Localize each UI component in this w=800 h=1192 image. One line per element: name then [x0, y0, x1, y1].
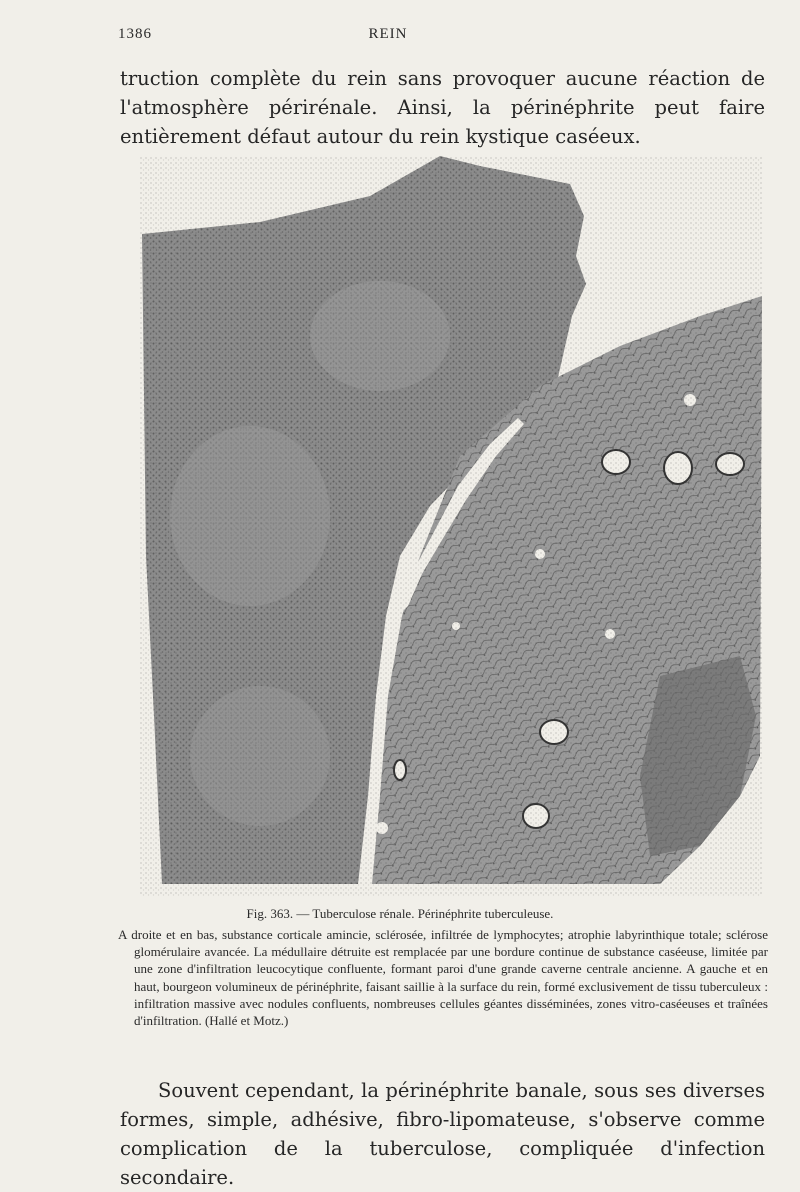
page-number: 1386 [118, 26, 152, 42]
figure-caption-title: Fig. 363. — Tuberculose rénale. Périnéphrite tuberculeuse. [246, 906, 554, 921]
figure-caption-text: A droite et en bas, substance corticale amincie, sclérosée, infiltrée de lymphocytes; atrophie labyrinthique totale; sclérose glomérulaire avancée. La médullaire détruite est remplacée par une bordure continue de substance caséeuse, limitée par une zone d'infiltration leucocytique confluente, formant paroi d'une grande caverne centrale ancienne. A gauche et en haut, bourgeon volumineux de périnéphrite, faisant saillie à la surface du rein, formé exclusivement de tissu tuberculeux : infiltration massive avec nodules confluents, nombreuses cellules géantes disséminées, zones vitro-caséeuses et traînées d'infiltration. (Hallé et Motz.) [118, 927, 768, 1029]
outro-paragraph: Souvent cependant, la périnéphrite banale, sous ses diverses formes, simple, adhésive, fibro-lipomateuse, s'observe comme complication de la tuberculose, compliquée d'infection secondaire. [120, 1079, 765, 1189]
histology-illustration [140, 156, 762, 896]
histology-figure [140, 156, 762, 896]
page-header [0, 26, 800, 54]
intro-paragraph-block [120, 64, 765, 151]
figure-caption-body [118, 926, 768, 1029]
intro-paragraph: truction complète du rein sans provoquer aucune réaction de l'atmosphère périrénale. Ainsi, la périnéphrite peut faire entièrement défaut autour du rein kystique caséeux. [120, 67, 765, 148]
outro-paragraph-block [120, 1076, 765, 1192]
running-head: REIN [368, 26, 408, 42]
